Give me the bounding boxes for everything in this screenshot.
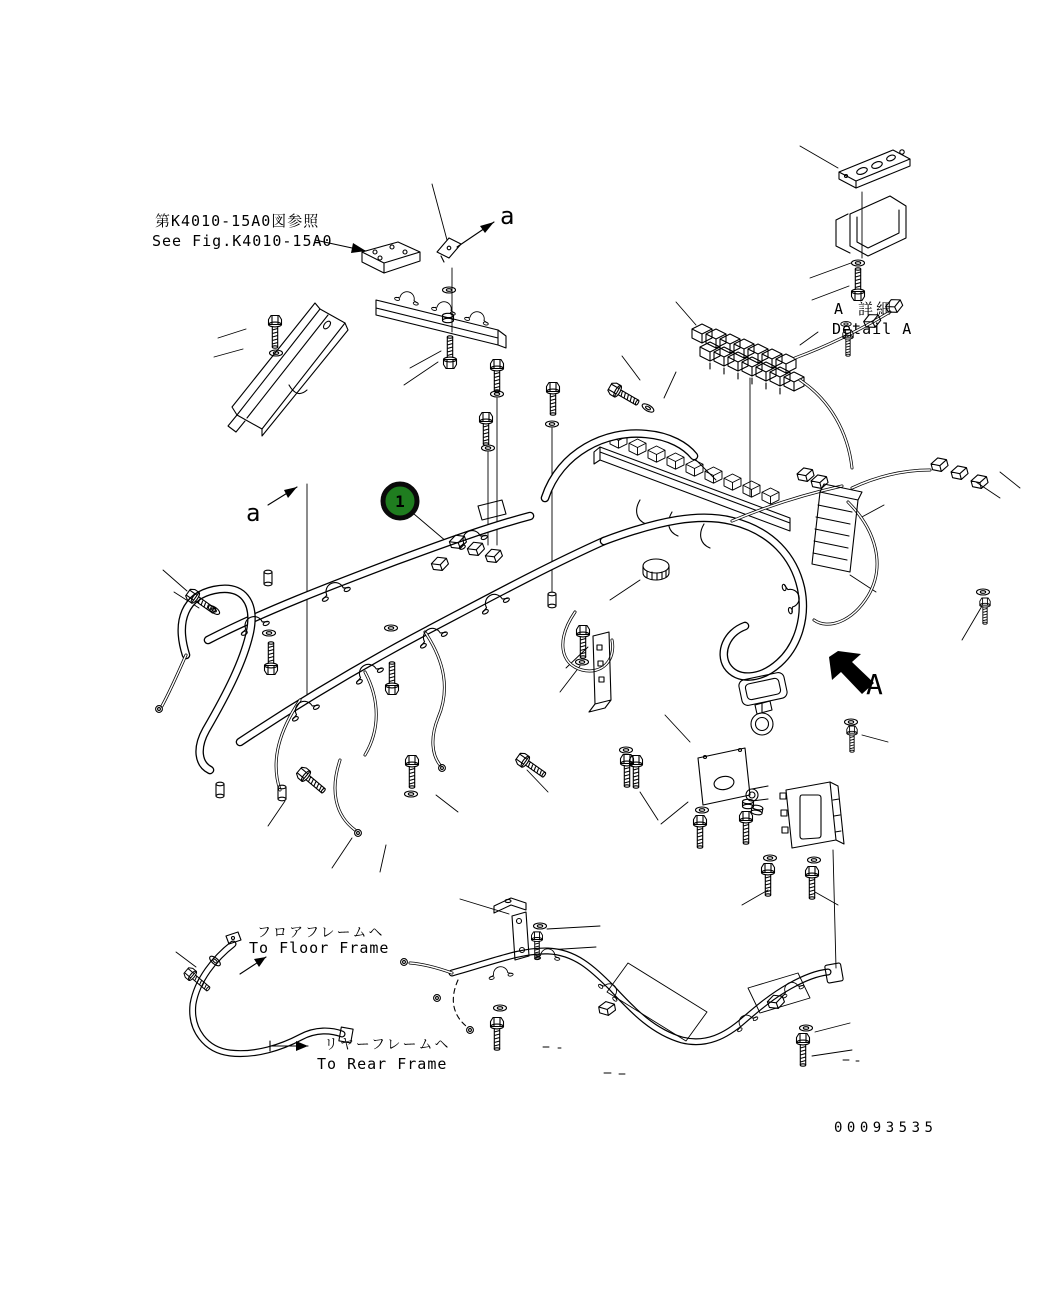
right-lower-assembly [698, 672, 844, 848]
rear-frame-jp: リヤーフレームヘ [324, 1037, 451, 1053]
floor-frame-arrowhead [254, 957, 266, 967]
balloon-1 [383, 484, 417, 518]
marker-a-left-arrowhead [284, 487, 297, 498]
reference-note-en: See Fig.K4010-15A0 [152, 232, 333, 250]
detail-a-caption [832, 300, 912, 338]
detail-view-arrow [829, 651, 883, 701]
fasteners [184, 322, 990, 900]
balloon-1-number: 1 [395, 492, 405, 511]
channel-bracket [228, 303, 348, 436]
relay-block-hardware [607, 381, 656, 414]
rear-frame-en: To Rear Frame [317, 1055, 448, 1073]
detail-view-arrow-label: A [866, 668, 883, 701]
doc-number: 00093535 [834, 1120, 938, 1136]
detail-a-caption-jp: A 詳細 [834, 300, 895, 318]
reference-note-jp: 第K4010-15A0図参照 [155, 212, 320, 230]
rear-frame-arrowhead [296, 1041, 308, 1051]
section-marker-a-left [246, 487, 297, 527]
harness-connectors [156, 296, 989, 836]
floor-frame-en: To Floor Frame [249, 939, 390, 957]
detail-a-assembly [836, 150, 910, 301]
marker-a-top-arrowhead [480, 222, 494, 233]
bottom-cable [401, 898, 844, 1066]
detail-a-caption-en: Detail A [832, 320, 913, 338]
channel-bracket-bolt [269, 316, 283, 357]
connector-strip [812, 484, 862, 572]
floor-frame-label [240, 925, 389, 974]
reference-note [152, 212, 366, 253]
rear-frame-label [270, 1037, 450, 1073]
cap-and-bracket [589, 559, 669, 712]
mounting-rail-assembly [362, 238, 506, 369]
floor-frame-jp: フロアフレームヘ [257, 925, 385, 941]
marker-a-left-label: a [246, 499, 261, 527]
relay-block-upper [692, 324, 804, 394]
section-marker-a-top [457, 202, 514, 247]
marker-a-top-label: a [500, 202, 515, 230]
